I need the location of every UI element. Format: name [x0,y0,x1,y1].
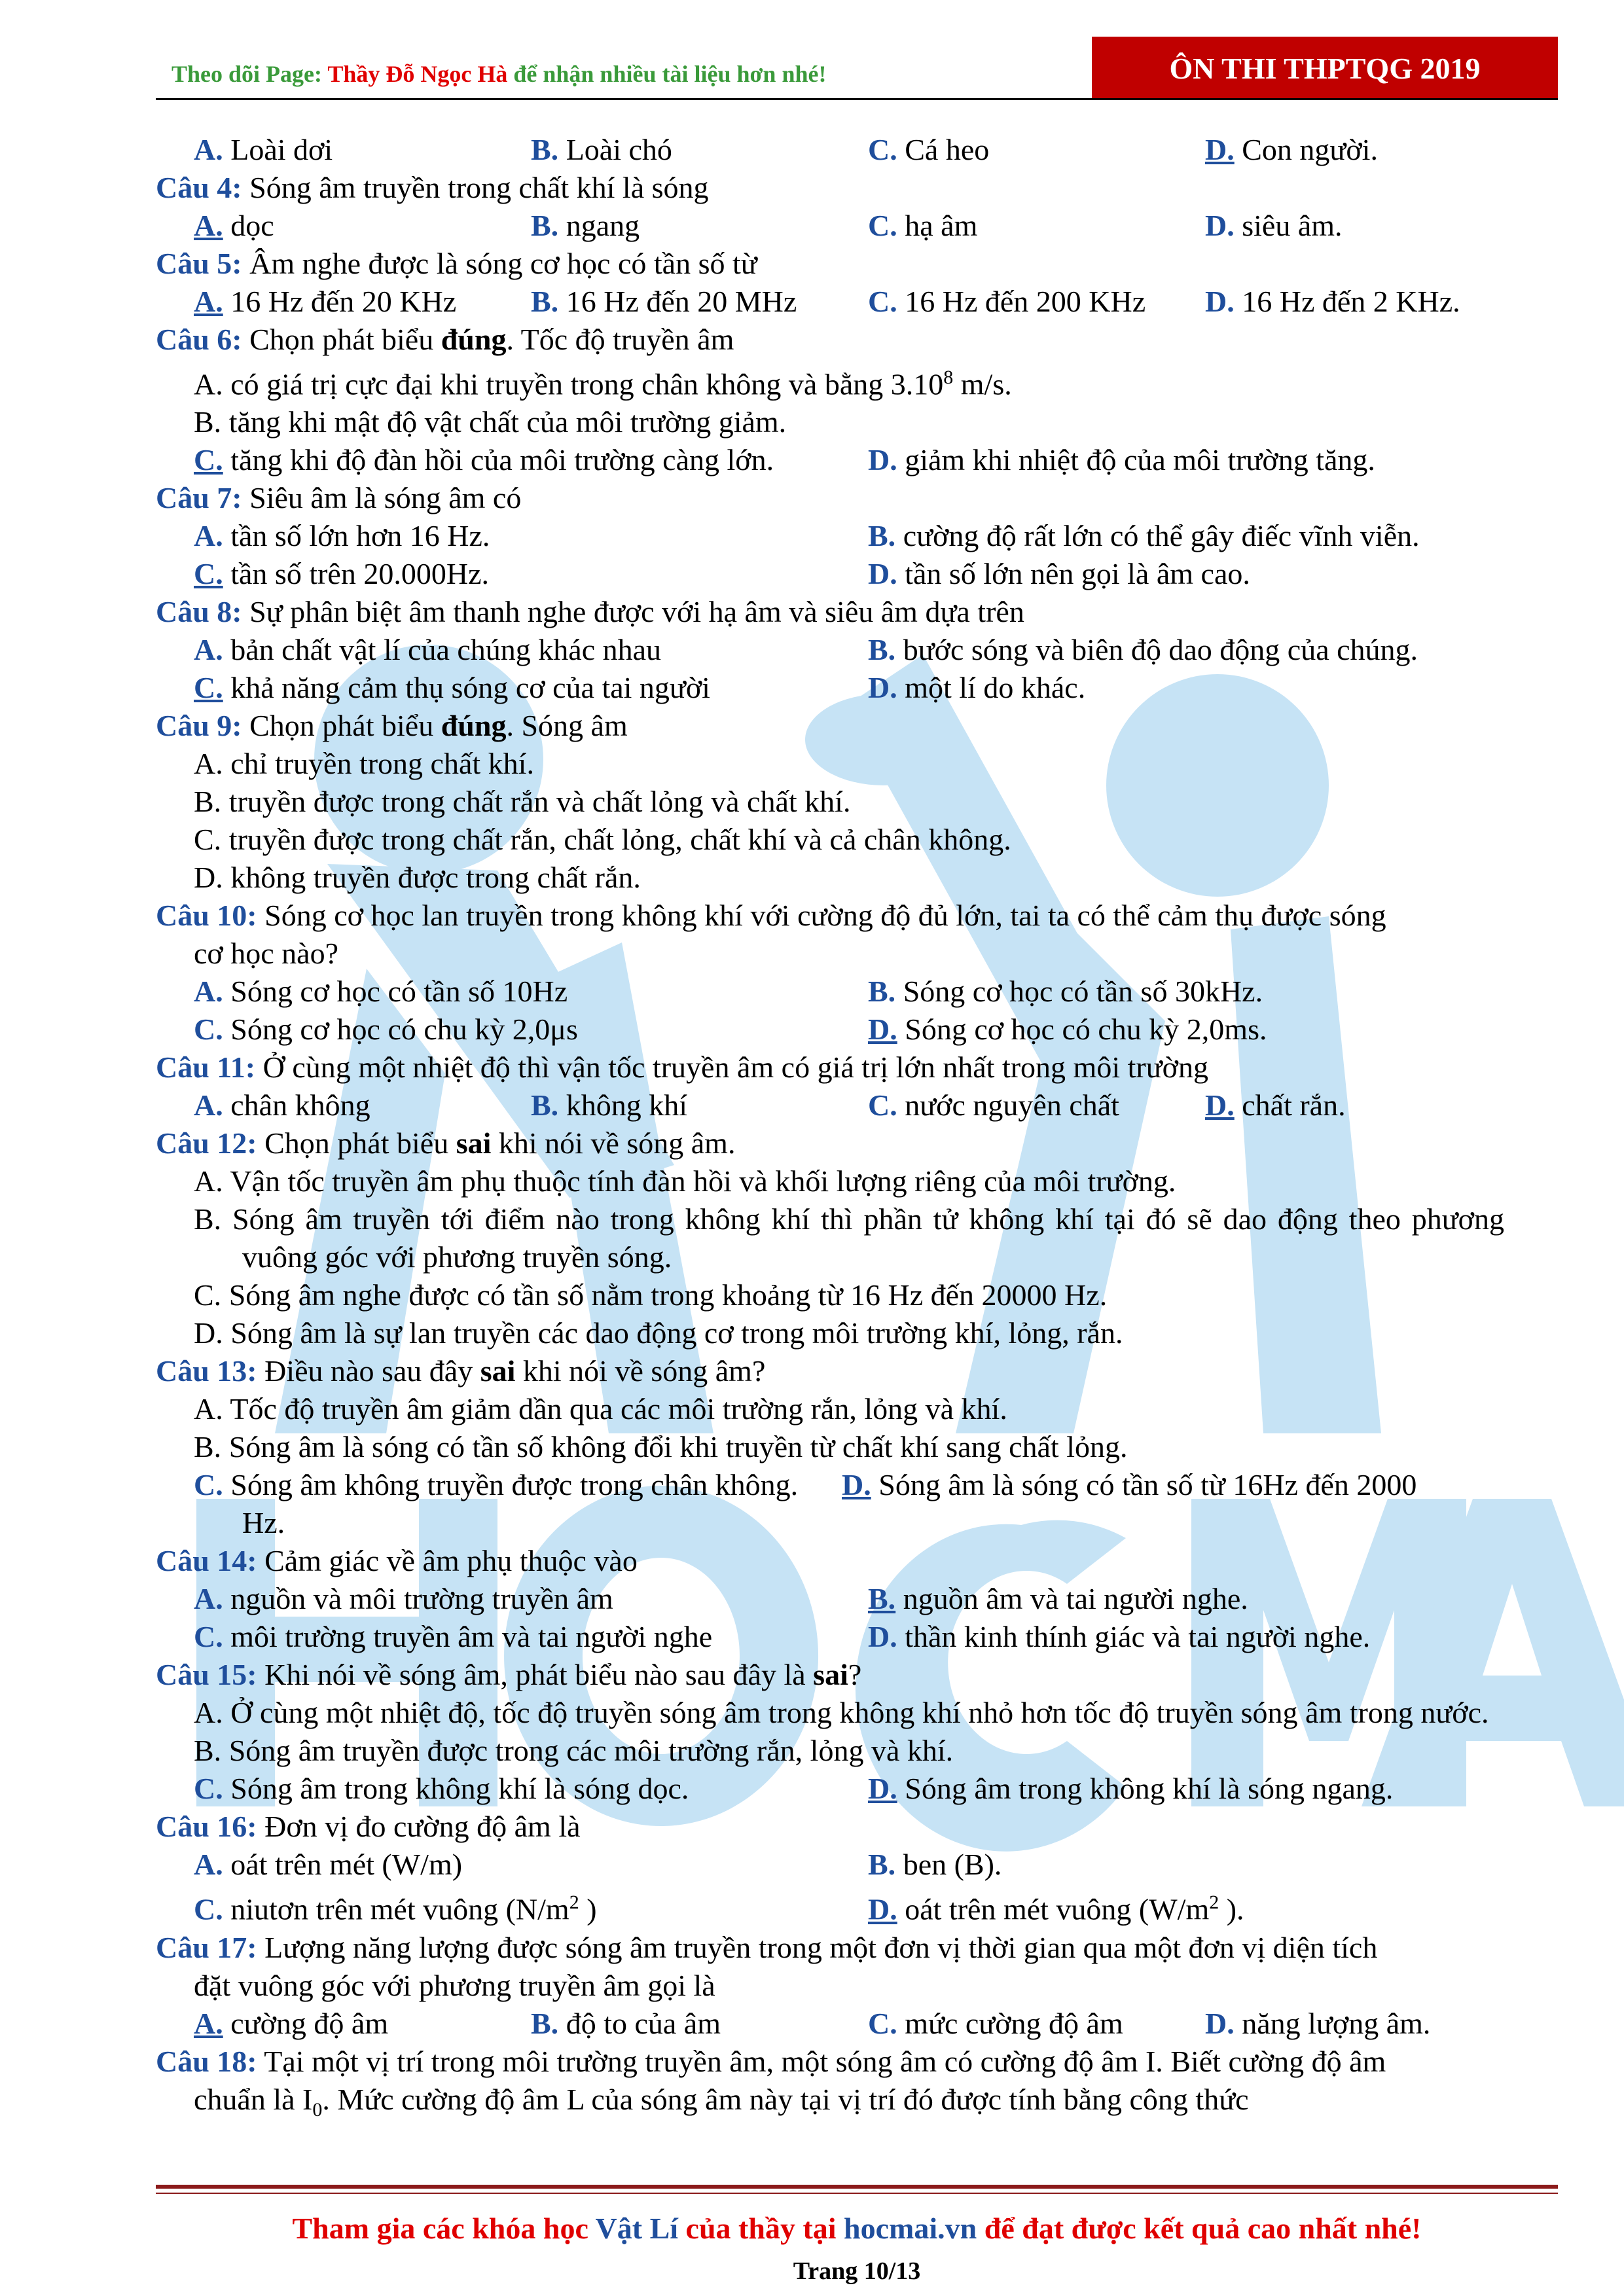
option: A. chân không [194,1088,370,1122]
q13-option-d-cont: Hz. [242,1506,285,1540]
question-4: Câu 4: Sóng âm truyền trong chất khí là sóng [156,171,709,204]
q15-options-cd [156,1770,1504,1808]
q5-options [156,283,1504,321]
q8-options-ab [156,631,1504,669]
option: B. 16 Hz đến 20 MHz [531,285,797,318]
question-list [156,131,1504,2129]
option: C. nước nguyên chất [868,1088,1119,1122]
q10-options-ab [156,973,1504,1011]
header-follow-text [171,60,826,88]
option: B. Loài chó [531,133,672,166]
option: D. Con người. [1205,133,1378,166]
header-suffix: để nhận nhiều tài liệu hơn nhé! [507,61,827,87]
option: B. cường độ rất lớn có thể gây điếc vĩnh viễn. [868,519,1420,553]
option: A. dọc [194,209,274,242]
question-7: Câu 7: Siêu âm là sóng âm có [156,481,522,515]
option: D. Sóng âm là sóng có tần số từ 16Hz đến 2000 [842,1468,1417,1502]
exam-badge: ÔN THI THPTQG 2019 [1092,37,1558,99]
footer-divider-thin [156,2193,1558,2194]
question-18: Câu 18: Tại một vị trí trong môi trường truyền âm, một sóng âm có cường độ âm I. Biết cường độ âm [156,2044,1386,2078]
option: A. Vận tốc truyền âm phụ thuộc tính đàn hồi và khối lượng riêng của môi trường. [194,1164,1176,1198]
header-prefix: Theo dõi Page: [171,61,328,87]
question-13: Câu 13: Điều nào sau đây sai khi nói về sóng âm? [156,1354,766,1388]
option: C. Sóng âm nghe được có tần số nằm trong khoảng từ 16 Hz đến 20000 Hz. [194,1278,1108,1312]
option: C. Sóng âm không truyền được trong chân không. [194,1468,799,1502]
option: B. Sóng âm là sóng có tần số không đổi khi truyền từ chất khí sang chất lỏng. [194,1430,1128,1464]
header-page-name[interactable]: Thầy Đỗ Ngọc Hà [327,61,508,87]
page-number: Trang 10/13 [793,2257,921,2285]
q16-options-cd [156,1884,1504,1928]
question-10: Câu 10: Sóng cơ học lan truyền trong không khí với cường độ đủ lớn, tai ta có thể cảm thụ được sóng [156,899,1386,933]
question-6: Câu 6: Chọn phát biểu đúng. Tốc độ truyền âm [156,323,734,356]
q14-options-cd [156,1618,1504,1656]
option: C. truyền được trong chất rắn, chất lỏng, chất khí và cả chân không. [194,823,1011,857]
question-12: Câu 12: Chọn phát biểu sai khi nói về sóng âm. [156,1126,736,1160]
option: D. thần kinh thính giác và tai người nghe. [868,1620,1371,1654]
option: C. môi trường truyền âm và tai người nghe [194,1620,713,1654]
question-14: Câu 14: Cảm giác về âm phụ thuộc vào [156,1544,638,1578]
q7-options-ab [156,517,1504,555]
option: A. Loài dơi [194,133,333,166]
option: A. 16 Hz đến 20 KHz [194,285,457,318]
q11-options [156,1086,1504,1124]
option: C. Sóng cơ học có chu kỳ 2,0μs [194,1013,578,1047]
option: C. hạ âm [868,209,978,242]
footer-promo: Tham gia các khóa học Vật Lí của thầy tại hocmai.vn để đạt được kết quả cao nhất nhé! [292,2212,1422,2245]
footer-site-link[interactable]: hocmai.vn [844,2212,977,2245]
option: A. Sóng cơ học có tần số 10Hz [194,975,568,1009]
q8-options-cd [156,669,1504,707]
option: A. tần số lớn hơn 16 Hz. [194,519,490,553]
option: A. oát trên mét (W/m) [194,1848,463,1882]
option: C. khả năng cảm thụ sóng cơ của tai người [194,671,710,705]
option: B. không khí [531,1088,687,1122]
question-5: Câu 5: Âm nghe được là sóng cơ học có tần số từ [156,247,757,280]
option: A. bản chất vật lí của chúng khác nhau [194,633,662,667]
question-15: Câu 15: Khi nói về sóng âm, phát biểu nào sau đây là sai? [156,1658,862,1692]
option: D. oát trên mét vuông ($W/m^2$ ). [868,1892,1244,1926]
option: D. năng lượng âm. [1205,2006,1431,2040]
option: C. mức cường độ âm [868,2006,1123,2040]
option: C. tần số trên 20.000Hz. [194,557,489,591]
option: A. chỉ truyền trong chất khí. [194,747,534,781]
option: B. ngang [531,209,640,242]
option: A. Ở cùng một nhiệt độ, tốc độ truyền sóng âm trong không khí nhỏ hơn tốc độ truyền sóng âm trong nước. [194,1696,1489,1730]
option: D. chất rắn. [1205,1088,1346,1122]
q7-options-cd [156,555,1504,593]
question-17: Câu 17: Lượng năng lượng được sóng âm truyền trong một đơn vị thời gian qua một đơn vị diện tích [156,1930,1378,1964]
option: D. một lí do khác. [868,671,1086,705]
footer-subject: Vật Lí [595,2212,679,2245]
option: B. Sóng âm truyền được trong các môi trường rắn, lỏng và khí. [194,1734,954,1768]
q4-options [156,207,1504,245]
option: B. nguồn âm và tai người nghe. [868,1582,1248,1616]
option: D. Sóng âm là sự lan truyền các dao động cơ trong môi trường khí, lỏng, rắn. [194,1316,1123,1350]
question-18-cont: chuẩn là $I_0$. Mức cường độ âm L của sóng âm này tại vị trí đó được tính bằng công thức [194,2082,1249,2121]
option: C. 16 Hz đến 200 KHz [868,285,1146,318]
option: C. tăng khi độ đàn hồi của môi trường càng lớn. [194,443,774,477]
header-divider [156,98,1558,100]
q14-options-ab [156,1580,1504,1618]
option: D. 16 Hz đến 2 KHz. [1205,285,1460,318]
option: D. giảm khi nhiệt độ của môi trường tăng. [868,443,1375,477]
footer-divider [156,2185,1558,2189]
q10-options-cd [156,1011,1504,1049]
q17-options [156,2005,1504,2043]
option: C. Cá heo [868,133,990,166]
question-8: Câu 8: Sự phân biệt âm thanh nghe được với hạ âm và siêu âm dựa trên [156,595,1024,629]
option: D. Sóng cơ học có chu kỳ 2,0ms. [868,1013,1267,1047]
question-17-cont: đặt vuông góc với phương truyền âm gọi là [194,1968,715,2002]
option: A. cường độ âm [194,2006,389,2040]
option: C. niutơn trên mét vuông ($N/m^2$ ) [194,1892,597,1926]
question-16: Câu 16: Đơn vị đo cường độ âm là [156,1810,581,1844]
option: B. ben (B). [868,1848,1002,1882]
q6-option-b: B. tăng khi mật độ vật chất của môi trường giảm. [194,405,787,439]
option: D. Sóng âm trong không khí là sóng ngang. [868,1772,1394,1806]
option: A. nguồn và môi trường truyền âm [194,1582,613,1616]
option: A. Tốc độ truyền âm giảm dần qua các môi trường rắn, lỏng và khí. [194,1392,1007,1426]
option: B. độ to của âm [531,2006,721,2040]
question-9: Câu 9: Chọn phát biểu đúng. Sóng âm [156,709,628,743]
option: D. tần số lớn nên gọi là âm cao. [868,557,1250,591]
option: B. bước sóng và biên độ dao động của chúng. [868,633,1418,667]
q16-options-ab [156,1846,1504,1884]
option: C. Sóng âm trong không khí là sóng dọc. [194,1772,689,1806]
option: D. không truyền được trong chất rắn. [194,861,641,895]
q6-option-a: A. có giá trị cực đại khi truyền trong chân không và bằng 3.10$^8$ m/s. [194,367,1012,401]
option: B. truyền được trong chất rắn và chất lỏng và chất khí. [194,785,851,819]
option: D. siêu âm. [1205,209,1343,242]
q6-options-cd [156,441,1504,479]
option: B. Sóng âm truyền tới điểm nào trong không khí thì phần tử không khí tại đó sẽ dao động theo phương vuông góc với phương truyền sóng. [194,1202,1504,1274]
q3-options [156,131,1504,169]
option: B. Sóng cơ học có tần số 30kHz. [868,975,1263,1009]
question-10-cont: cơ học nào? [194,937,338,971]
q13-options-cd [156,1466,1504,1504]
question-11: Câu 11: Ở cùng một nhiệt độ thì vận tốc truyền âm có giá trị lớn nhất trong môi trường [156,1050,1208,1085]
